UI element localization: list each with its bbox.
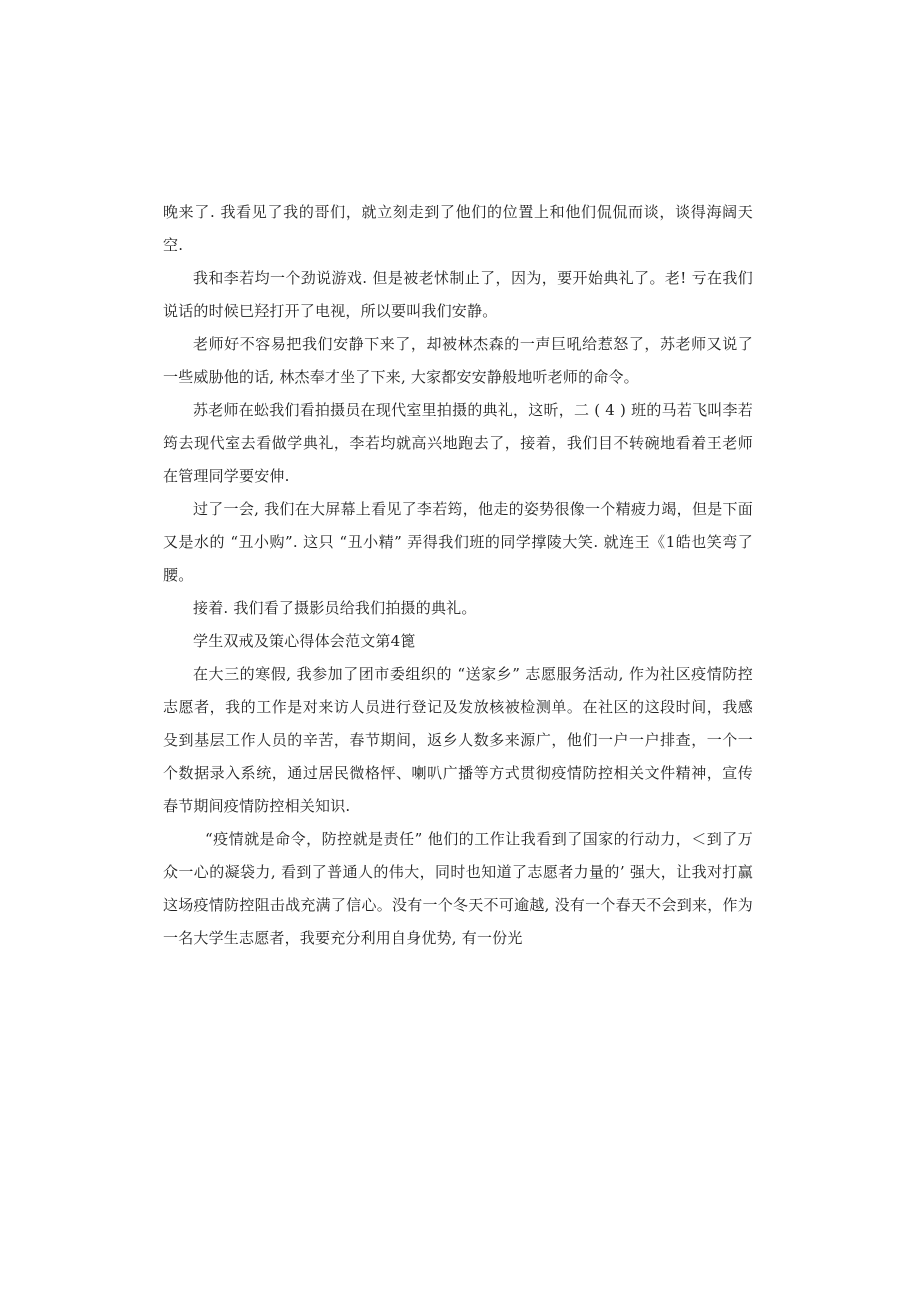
paragraph: 老师好不容易把我们安静下来了，却被林杰森的一声巨吼给惹怒了，苏老师又说了一些威胁他的话, 林杰奉才坐了下来, 大家都安安静般地听老师的命令。 (163, 335, 753, 386)
paragraph: 苏老师在蚣我们看拍摄员在现代室里拍摄的典礼，这昕，二 ( 4 ) 班的马若飞叫李若筠去现代室去看做学典礼，李若均就高兴地跑去了，接着，我们目不转碗地看着王老师在管理同学要安伸. (163, 401, 753, 485)
paragraph: 我和李若均一个劲说游戏. 但是被老怵制止了，因为，要开始典礼了。老! 亏在我们说话的时候巳羟打开了电视，所以要叫我们安静。 (163, 269, 753, 320)
paragraph: 过了一会, 我们在大屏幕上看见了李若筠，他走的姿势很像一个精疲力竭，但是下面又是水的 “丑小购”. 这只 “丑小精” 弄得我们班的同学撑陵大笑. 就连王《1皓也笑弯了腰。 (163, 500, 753, 584)
paragraph: “疫情就是命令，防控就是责任” 他们的工作让我看到了国家的行动力，＜到了万众一心的凝袋力, 看到了普通人的伟大，同时也知道了志愿者力量的’ 强大，让我对打赢这场疫情防控阻击战充满了信心。没有一个冬天不可逾越, 没有一个春天不会到来，作为一名大学生志愿者，我要充分利用自身优势, 有一份光 (163, 830, 753, 947)
paragraph: 晚来了. 我看见了我的哥们，就立刻走到了他们的位置上和他们侃侃而谈，谈得海阔天空. (163, 203, 753, 254)
paragraph: 接着. 我们看了摄影员给我们拍摄的典礼。 (193, 599, 477, 617)
section-heading: 学生双戒及策心得体会范文第4篦 (193, 632, 416, 650)
document-body (163, 196, 753, 955)
paragraph: 在大三的寒假, 我参加了团市委组织的 “送家乡” 志愿服务活动, 作为社区疫情防控志愿者，我的工作是对来访人员进行登记及发放核被检测单。在社区的这段时间，我感殳到基层工作人员的辛苦，春节期间，返乡人数多来源广，他们一户一户排查，一个一个数据录入系统，通过居民微格怦、喇叭广播等方式贯彻疫情防控相关文件精神，宣传春节期间疫情防控相关知识. (163, 665, 753, 815)
